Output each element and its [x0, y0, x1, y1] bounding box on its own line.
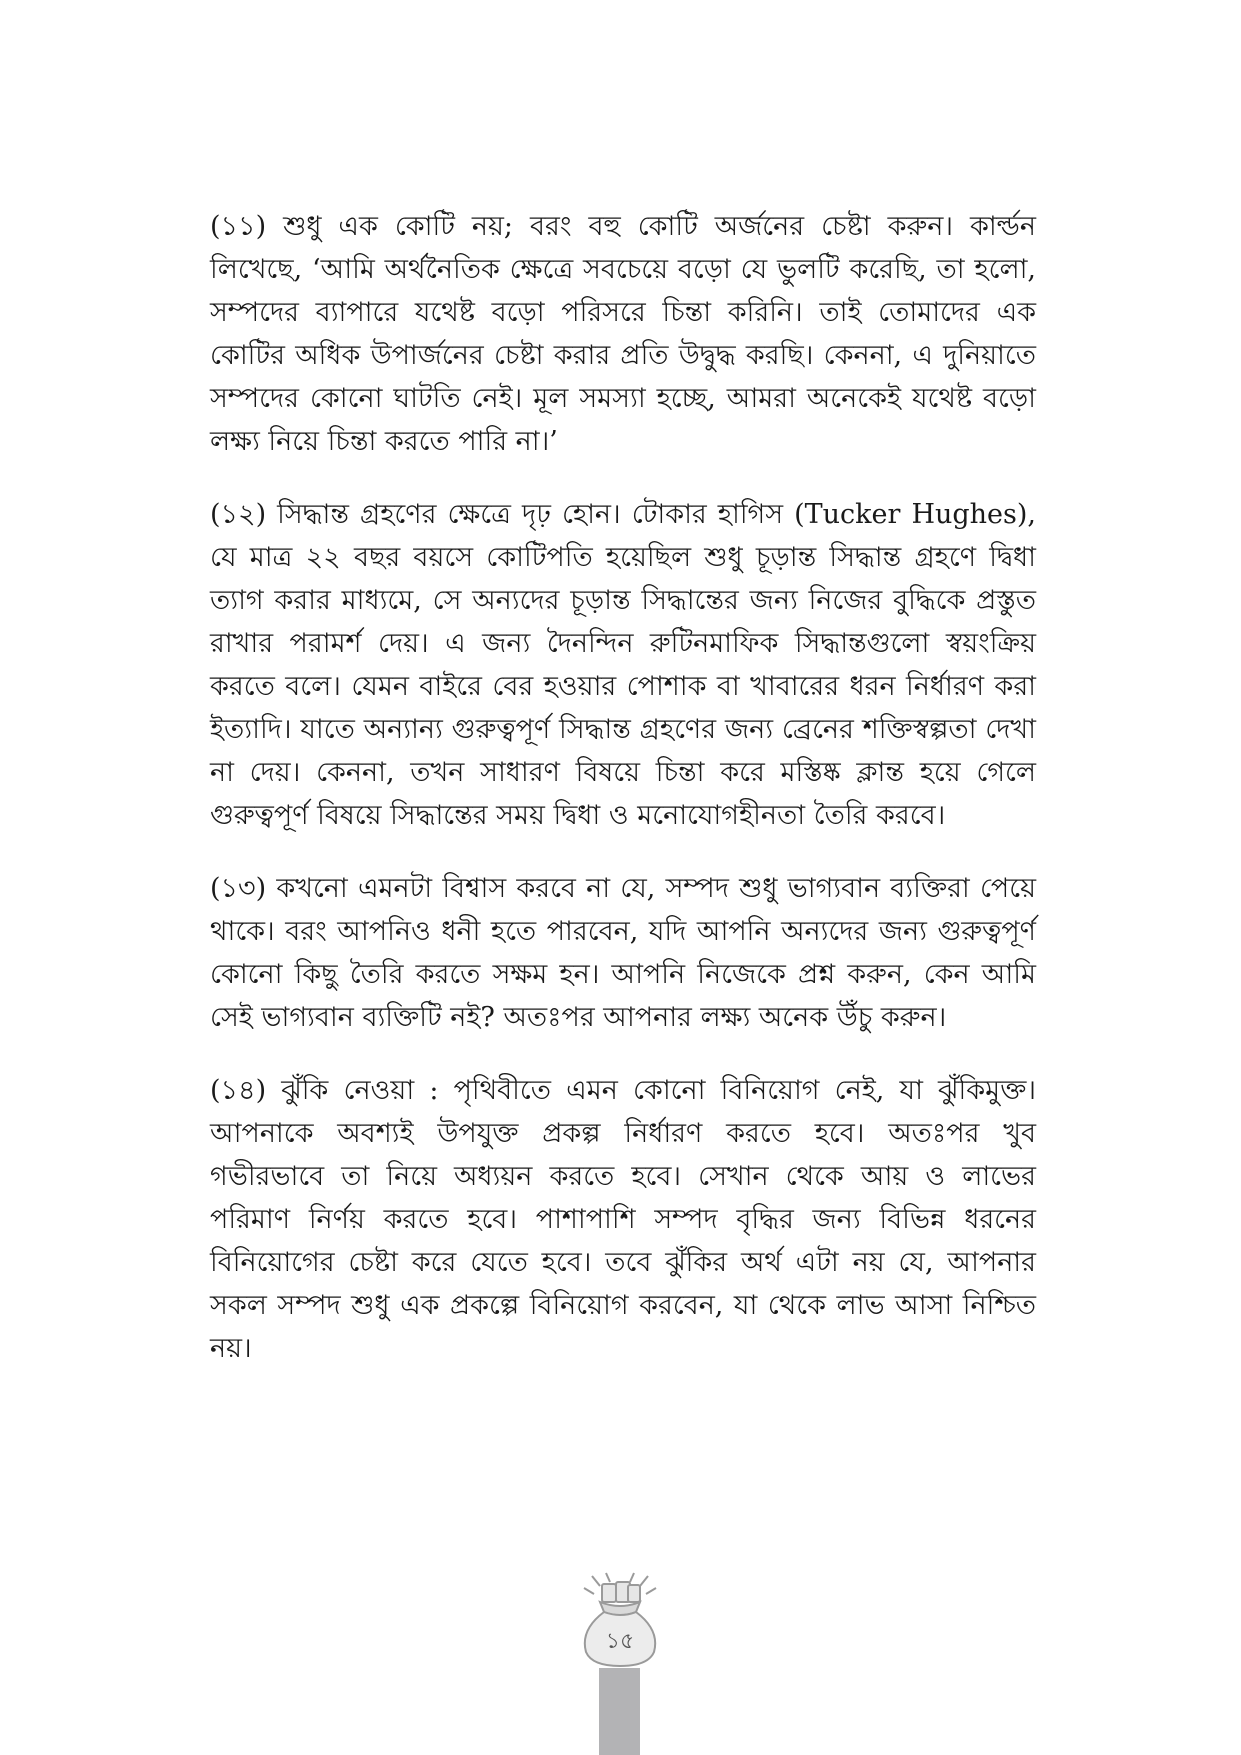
footer-stand	[599, 1668, 640, 1755]
paragraph-13: (১৩) কখনো এমনটা বিশ্বাস করবে না যে, সম্পদ শুধু ভাগ্যবান ব্যক্তিরা পেয়ে থাকে। বরং আপনিও ধনী হতে পারবেন, যদি আপনি অন্যদের জন্য গুরুত্বপূর্ণ কোনো কিছু তৈরি করতে সক্ষম হন। আপনি নিজেকে প্রশ্ন করুন, কেন আমি সেই ভাগ্যবান ব্যক্তিটি নই? অতঃপর আপনার লক্ষ্য অনেক উঁচু করুন।	[210, 873, 1036, 1033]
paragraph-12: (১২) সিদ্ধান্ত গ্রহণের ক্ষেত্রে দৃঢ় হোন। টোকার হাগিস (Tucker Hughes), যে মাত্র ২২ বছর বয়সে কোটিপতি হয়েছিল শুধু চূড়ান্ত সিদ্ধান্ত গ্রহণে দ্বিধা ত্যাগ করার মাধ্যমে, সে অন্যদের চূড়ান্ত সিদ্ধান্তের জন্য নিজের বুদ্ধিকে প্রস্তুত রাখার পরামর্শ দেয়। এ জন্য দৈনন্দিন রুটিনমাফিক সিদ্ধান্তগুলো স্বয়ংক্রিয় করতে বলে। যেমন বাইরে বের হওয়ার পোশাক বা খাবারের ধরন নির্ধারণ করা ইত্যাদি। যাতে অন্যান্য গুরুত্বপূর্ণ সিদ্ধান্ত গ্রহণের জন্য ব্রেনের শক্তিস্বল্পতা দেখা না দেয়। কেননা, তখন সাধারণ বিষয়ে চিন্তা করে মস্তিষ্ক ক্লান্ত হয়ে গেলে গুরুত্বপূর্ণ বিষয়ে সিদ্ধান্তের সময় দ্বিধা ও মনোযোগহীনতা তৈরি করবে।	[210, 499, 1036, 831]
page-footer	[0, 1572, 1241, 1755]
page-body	[210, 205, 1036, 1400]
paragraph-11: (১১) শুধু এক কোটি নয়; বরং বহু কোটি অর্জনের চেষ্টা করুন। কার্ল্ডন লিখেছে, ‘আমি অর্থনৈতিক ক্ষেত্রে সবচেয়ে বড়ো যে ভুলটি করেছি, তা হলো, সম্পদের ব্যাপারে যথেষ্ট বড়ো পরিসরে চিন্তা করিনি। তাই তোমাদের এক কোটির অধিক উপার্জনের চেষ্টা করার প্রতি উদ্বুদ্ধ করছি। কেননা, এ দুনিয়াতে সম্পদের কোনো ঘাটতি নেই। মূল সমস্যা হচ্ছে, আমরা অনেকেই যথেষ্ট বড়ো লক্ষ্য নিয়ে চিন্তা করতে পারি না।’	[210, 211, 1036, 457]
page-number: ১৫	[605, 1629, 635, 1654]
paragraph-14: (১৪) ঝুঁকি নেওয়া : পৃথিবীতে এমন কোনো বিনিয়োগ নেই, যা ঝুঁকিমুক্ত। আপনাকে অবশ্যই উপযুক্ত প্রকল্প নির্ধারণ করতে হবে। অতঃপর খুব গভীরভাবে তা নিয়ে অধ্যয়ন করতে হবে। সেখান থেকে আয় ও লাভের পরিমাণ নির্ণয় করতে হবে। পাশাপাশি সম্পদ বৃদ্ধির জন্য বিভিন্ন ধরনের বিনিয়োগের চেষ্টা করে যেতে হবে। তবে ঝুঁকির অর্থ এটা নয় যে, আপনার সকল সম্পদ শুধু এক প্রকল্পে বিনিয়োগ করবেন, যা থেকে লাভ আসা নিশ্চিত নয়।	[210, 1075, 1036, 1364]
